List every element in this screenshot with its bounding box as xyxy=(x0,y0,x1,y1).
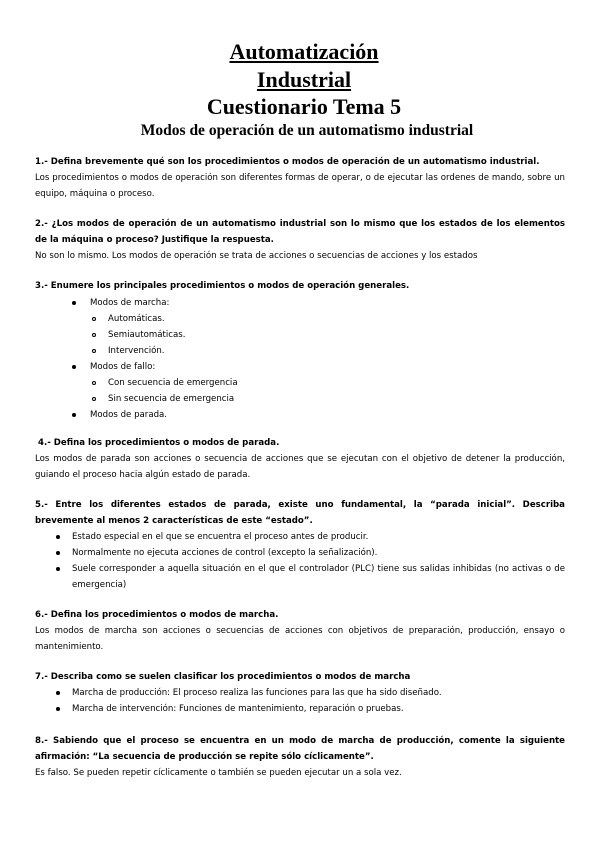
bullet-icon xyxy=(56,691,60,695)
answer-2: No son lo mismo. Los modos de operación se trata de acciones o secuencias de acciones y los estados xyxy=(35,251,478,261)
topic-heading: Modos de operación de un automatismo industrial xyxy=(140,122,474,139)
list-item-marcha-intervencion: Marcha de intervención: Funciones de mantenimiento, reparación o pruebas. xyxy=(72,704,404,714)
circle-bullet-icon xyxy=(92,317,96,321)
question-5: 5.- Entre los diferentes estados de parada, existe uno fundamental, la “parada inicial”. Describa brevemente al menos 2 características de este “estado”. xyxy=(35,500,565,526)
question-8: 8.- Sabiendo que el proceso se encuentra en un modo de marcha de producción, comente la siguiente afirmación: “La secuencia de producción se repite sólo cíclicamente”. xyxy=(35,736,565,762)
question-2: 2.- ¿Los modos de operación de un automatismo industrial son lo mismo que los estados de los elementos de la máquina o proceso? Justifique la respuesta. xyxy=(35,219,565,245)
bullet-icon xyxy=(56,567,60,571)
bullet-icon xyxy=(56,535,60,539)
question-1: 1.- Defina brevemente qué son los procedimientos o modos de operación de un automatismo industrial. xyxy=(35,157,540,167)
list-item-marcha-produccion: Marcha de producción: El proceso realiza las funciones para las que ha sido diseñado. xyxy=(72,688,442,698)
answer-4: Los modos de parada son acciones o secuencia de acciones que se ejecutan con el objetivo de detener la producción, guiando el proceso hacia algún estado de parada. xyxy=(35,454,565,480)
question-3: 3.- Enumere los principales procedimientos o modos de operación generales. xyxy=(35,281,410,291)
list-item-semiautomaticas: Semiautomáticas. xyxy=(108,330,186,340)
circle-bullet-icon xyxy=(92,333,96,337)
list-item-intervencion: Intervención. xyxy=(108,346,165,356)
list-item-modos-de-marcha: Modos de marcha: xyxy=(90,298,170,308)
answer-6: Los modos de marcha son acciones o secuencias de acciones con objetivos de preparación, producción, ensayo o mantenimiento. xyxy=(35,626,565,652)
list-item-sin-secuencia: Sin secuencia de emergencia xyxy=(108,394,235,404)
bullet-icon xyxy=(56,707,60,711)
answer-8: Es falso. Se pueden repetir cíclicamente o también se pueden ejecutar un a sola vez. xyxy=(35,768,402,778)
list-item-automaticas: Automáticas. xyxy=(108,314,165,324)
bullet-icon xyxy=(56,551,60,555)
circle-bullet-icon xyxy=(92,349,96,353)
list-item-parada-1: Estado especial en el que se encuentra el proceso antes de producir. xyxy=(72,532,369,542)
list-item-parada-2: Normalmente no ejecuta acciones de control (excepto la señalización). xyxy=(72,548,378,558)
circle-bullet-icon xyxy=(92,397,96,401)
question-4: 4.- Defina los procedimientos o modos de parada. xyxy=(38,438,280,448)
question-6: 6.- Defina los procedimientos o modos de marcha. xyxy=(35,610,279,620)
list-item-con-secuencia: Con secuencia de emergencia xyxy=(108,378,238,388)
subtitle: Cuestionario Tema 5 xyxy=(206,94,402,119)
bullet-icon xyxy=(72,365,76,369)
title-line-2: Industrial xyxy=(256,67,352,92)
circle-bullet-icon xyxy=(92,381,96,385)
bullet-icon xyxy=(72,413,76,417)
question-7: 7.- Describa como se suelen clasificar los procedimientos o modos de marcha xyxy=(35,672,411,682)
list-item-parada-3: Suele corresponder a aquella situación en el que el controlador (PLC) tiene sus salidas inhibidas (no activas o de emergencia) xyxy=(72,564,565,590)
list-item-modos-de-fallo: Modos de fallo: xyxy=(90,362,156,372)
answer-1: Los procedimientos o modos de operación son diferentes formas de operar, o de ejecutar las ordenes de mando, sobre un equipo, máquina o proceso. xyxy=(35,173,565,199)
bullet-icon xyxy=(72,301,76,305)
title-line-1: Automatización xyxy=(229,39,379,64)
list-item-modos-de-parada: Modos de parada. xyxy=(90,410,168,420)
